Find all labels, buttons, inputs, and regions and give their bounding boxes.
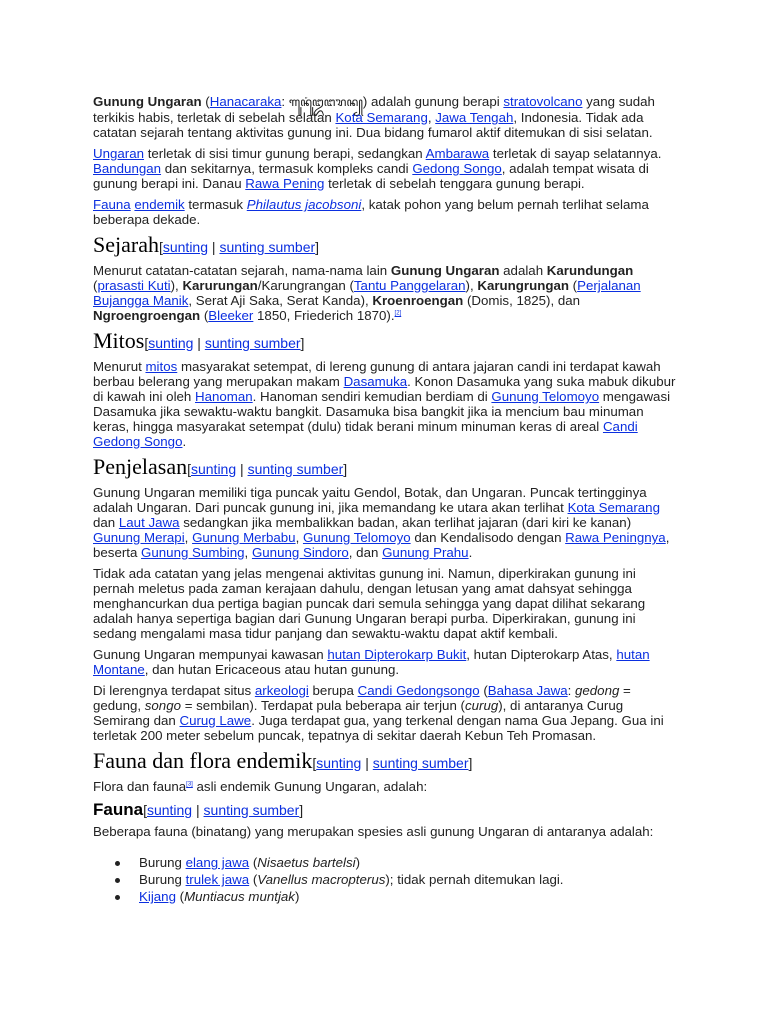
list-item: Burung trulek jawa (Vanellus macropterus); tidak pernah ditemukan lagi. bbox=[139, 872, 678, 887]
link-trulek-jawa[interactable]: trulek jawa bbox=[185, 872, 250, 887]
link-fauna[interactable]: Fauna bbox=[93, 197, 131, 212]
bullet-icon bbox=[115, 878, 120, 883]
edit-links: [sunting | sunting sumber] bbox=[158, 239, 320, 255]
edit-link-sunting[interactable]: sunting bbox=[148, 335, 194, 351]
edit-link-sunting-sumber[interactable]: sunting sumber bbox=[203, 802, 300, 818]
link-gunung-telomoyo[interactable]: Gunung Telomoyo bbox=[302, 530, 411, 545]
penjelasan-paragraph-1: Gunung Ungaran memiliki tiga puncak yaitu Gendol, Botak, dan Ungaran. Puncak tertingginya adalah Ungaran. Dari puncak gunung ini, jika memandang ke utara akan terlihat Kota Semarang dan Laut Jawa sedangkan jika membalikkan badan, akan terlihat jajaran (dari kiri ke kanan) Gunung Merapi, Gunung Merbabu, Gunung Telomoyo dan Kendalisodo dengan Rawa Peningnya, beserta Gunung Sumbing, Gunung Sindoro, dan Gunung Prahu. bbox=[93, 485, 670, 560]
article-body bbox=[93, 94, 678, 906]
article-subject: Gunung Ungaran bbox=[93, 94, 202, 109]
list-item: Kijang (Muntiacus muntjak) bbox=[139, 889, 678, 904]
heading-mitos: Mitos[sunting | sunting sumber] bbox=[93, 328, 305, 353]
link-rawa-pening[interactable]: Rawa Pening bbox=[245, 176, 325, 191]
link-rawa-peningnya[interactable]: Rawa Peningnya bbox=[565, 530, 666, 545]
reference-2[interactable]: [2] bbox=[394, 310, 402, 317]
link-hanoman[interactable]: Hanoman bbox=[195, 389, 253, 404]
heading-penjelasan: Penjelasan[sunting | sunting sumber] bbox=[93, 454, 348, 479]
edit-link-sunting[interactable]: sunting bbox=[190, 461, 237, 477]
link-ambarawa[interactable]: Ambarawa bbox=[425, 146, 490, 161]
intro-paragraph-3: Fauna endemik termasuk Philautus jacobsoni, katak pohon yang belum pernah terlihat selama beberapa dekade. bbox=[93, 197, 649, 227]
mitos-paragraph: Menurut mitos masyarakat setempat, di lereng gunung di antara jajaran candi ini terdapat kawah berbau belerang yang merupakan makam Dasamuka. Konon Dasamuka yang suka mabuk dikubur di kawah ini oleh Hanoman. Hanoman sendiri kemudian berdiam di Gunung Telomoyo mengawasi Dasamuka jika sewaktu-waktu bangkit. Dasamuka bisa bangkit jika ia mencium bau minuman keras, hingga masyarakat setempat (dulu) tidak berani minum minuman keras di areal Candi Gedong Songo. bbox=[93, 359, 676, 449]
edit-link-sunting-sumber[interactable]: sunting sumber bbox=[219, 239, 316, 255]
heading-fauna-dan-flora-endemik: Fauna dan flora endemik[sunting | sunting sumber] bbox=[93, 748, 473, 773]
link-bleeker[interactable]: Bleeker bbox=[208, 308, 254, 323]
link-philautus-jacobsoni[interactable]: Philautus jacobsoni bbox=[246, 197, 362, 212]
link-hutan-montane[interactable]: hutan Montane bbox=[93, 647, 650, 677]
bullet-icon bbox=[115, 895, 120, 900]
link-stratovolcano[interactable]: stratovolcano bbox=[503, 94, 583, 109]
link-arkeologi[interactable]: arkeologi bbox=[254, 683, 309, 698]
edit-link-sunting[interactable]: sunting bbox=[316, 755, 362, 771]
link-candi-gedong-songo[interactable]: Candi Gedong Songo bbox=[93, 419, 638, 449]
link-endemik[interactable]: endemik bbox=[134, 197, 185, 212]
edit-link-sunting-sumber[interactable]: sunting sumber bbox=[204, 335, 301, 351]
edit-links: [sunting | sunting sumber] bbox=[144, 335, 305, 351]
penjelasan-paragraph-2: Tidak ada catatan yang jelas mengenai aktivitas gunung ini. Namun, diperkirakan gunung ini pernah meletus pada zaman kerajaan dahulu, dengan letusan yang amat dahsyat sehingga menghancurkan dua pertiga bagian puncak dari semula sehingga yang dapat dilihat sekarang adalah hanya sepertiga bagian dari Gunung Ungaran berapi purba. Diperkirakan, gunung ini sedang mengalami masa tidur panjang dan sewaktu-waktu dapat aktif kembali. bbox=[93, 566, 646, 641]
link-prasasti-kuti[interactable]: prasasti Kuti bbox=[97, 278, 171, 293]
link-hanacaraka[interactable]: Hanacaraka bbox=[209, 94, 282, 109]
edit-links: [sunting | sunting sumber] bbox=[143, 802, 304, 818]
edit-link-sunting-sumber[interactable]: sunting sumber bbox=[247, 461, 344, 477]
penjelasan-paragraph-4: Di lerengnya terdapat situs arkeologi berupa Candi Gedongsongo (Bahasa Jawa: gedong = gedung, songo = sembilan). Terdapat pula beberapa air terjun (curug), di antaranya Curug Semirang dan Curug Lawe. Juga terdapat gua, yang terkenal dengan nama Gua Jepang. Gua ini terletak 200 meter sebelum puncak, tepatnya di sekitar daerah Kebun Teh Promasan. bbox=[93, 683, 664, 743]
intro-paragraph-2: Ungaran terletak di sisi timur gunung berapi, sedangkan Ambarawa terletak di sayap selatannya. Bandungan dan sekitarnya, termasuk kompleks candi Gedong Songo, adalah tempat wisata di gunung berapi ini. Danau Rawa Pening terletak di sebelah tenggara gunung berapi. bbox=[93, 146, 662, 191]
edit-link-sunting[interactable]: sunting bbox=[146, 802, 193, 818]
link-kijang[interactable]: Kijang bbox=[139, 889, 176, 904]
link-candi-gedongsongo[interactable]: Candi Gedongsongo bbox=[357, 683, 480, 698]
link-gunung-sindoro[interactable]: Gunung Sindoro bbox=[251, 545, 349, 560]
javanese-script: ꦒꦸꦤꦸꦁꦈꦔꦫꦤ꧀ bbox=[288, 95, 363, 109]
edit-link-sunting[interactable]: sunting bbox=[162, 239, 209, 255]
link-ungaran[interactable]: Ungaran bbox=[93, 146, 145, 161]
link-dasamuka[interactable]: Dasamuka bbox=[343, 374, 408, 389]
link-gunung-sumbing[interactable]: Gunung Sumbing bbox=[141, 545, 245, 560]
fauna-intro: Beberapa fauna (binatang) yang merupakan spesies asli gunung Ungaran di antaranya adalah: bbox=[93, 824, 654, 839]
link-gunung-prahu[interactable]: Gunung Prahu bbox=[382, 545, 469, 560]
link-gedong-songo[interactable]: Gedong Songo bbox=[412, 161, 502, 176]
link-bahasa-jawa[interactable]: Bahasa Jawa bbox=[487, 683, 568, 698]
link-elang-jawa[interactable]: elang jawa bbox=[185, 855, 250, 870]
link-jawa-tengah[interactable]: Jawa Tengah bbox=[435, 110, 514, 125]
list-item: Burung elang jawa (Nisaetus bartelsi) bbox=[139, 855, 678, 870]
link-gunung-telomoyo[interactable]: Gunung Telomoyo bbox=[491, 389, 600, 404]
link-mitos[interactable]: mitos bbox=[145, 359, 178, 374]
bullet-icon bbox=[115, 861, 120, 866]
heading-fauna: Fauna[sunting | sunting sumber] bbox=[93, 800, 304, 819]
link-laut-jawa[interactable]: Laut Jawa bbox=[118, 515, 180, 530]
reference-3[interactable]: [3] bbox=[186, 781, 193, 788]
link-hutan-dipterokarp-bukit[interactable]: hutan Dipterokarp Bukit bbox=[327, 647, 467, 662]
fauna-list bbox=[93, 855, 678, 904]
link-curug-lawe[interactable]: Curug Lawe bbox=[179, 713, 252, 728]
link-kota-semarang[interactable]: Kota Semarang bbox=[567, 500, 660, 515]
link-tantu-panggelaran[interactable]: Tantu Panggelaran bbox=[353, 278, 466, 293]
link-gunung-merbabu[interactable]: Gunung Merbabu bbox=[192, 530, 296, 545]
heading-sejarah: Sejarah[sunting | sunting sumber] bbox=[93, 232, 320, 257]
link-gunung-merapi[interactable]: Gunung Merapi bbox=[93, 530, 185, 545]
intro-paragraph-1: Gunung Ungaran (Hanacaraka: ꦒꦸꦤꦸꦁꦈꦔꦫꦤ꧀) adalah gunung berapi stratovolcano yang sudah terkikis habis, terletak di sebelah selatan Kota Semarang, Jawa Tengah, Indonesia. Tidak ada catatan sejarah tentang aktivitas gunung ini. Dua bidang fumarol aktif ditemukan di sisi selatan. bbox=[93, 94, 655, 140]
edit-links: [sunting | sunting sumber] bbox=[312, 755, 473, 771]
sejarah-paragraph: Menurut catatan-catatan sejarah, nama-nama lain Gunung Ungaran adalah Karundungan (prasasti Kuti), Karurungan/Karungrangan (Tantu Panggelaran), Karungrungan (Perjalanan Bujangga Manik, Serat Aji Saka, Serat Kanda), Kroenroengan (Domis, 1825), dan Ngroengroengan (Bleeker 1850, Friederich 1870).[2] bbox=[93, 263, 641, 323]
link-perjalanan-bujangga-manik[interactable]: Perjalanan Bujangga Manik bbox=[93, 278, 641, 308]
link-bandungan[interactable]: Bandungan bbox=[93, 161, 162, 176]
penjelasan-paragraph-3: Gunung Ungaran mempunyai kawasan hutan Dipterokarp Bukit, hutan Dipterokarp Atas, hutan Montane, dan hutan Ericaceous atau hutan gunung. bbox=[93, 647, 650, 677]
fauna-flora-paragraph: Flora dan fauna[3] asli endemik Gunung Ungaran, adalah: bbox=[93, 779, 428, 794]
link-kota-semarang[interactable]: Kota Semarang bbox=[335, 110, 428, 125]
edit-links: [sunting | sunting sumber] bbox=[187, 461, 348, 477]
edit-link-sunting-sumber[interactable]: sunting sumber bbox=[372, 755, 469, 771]
